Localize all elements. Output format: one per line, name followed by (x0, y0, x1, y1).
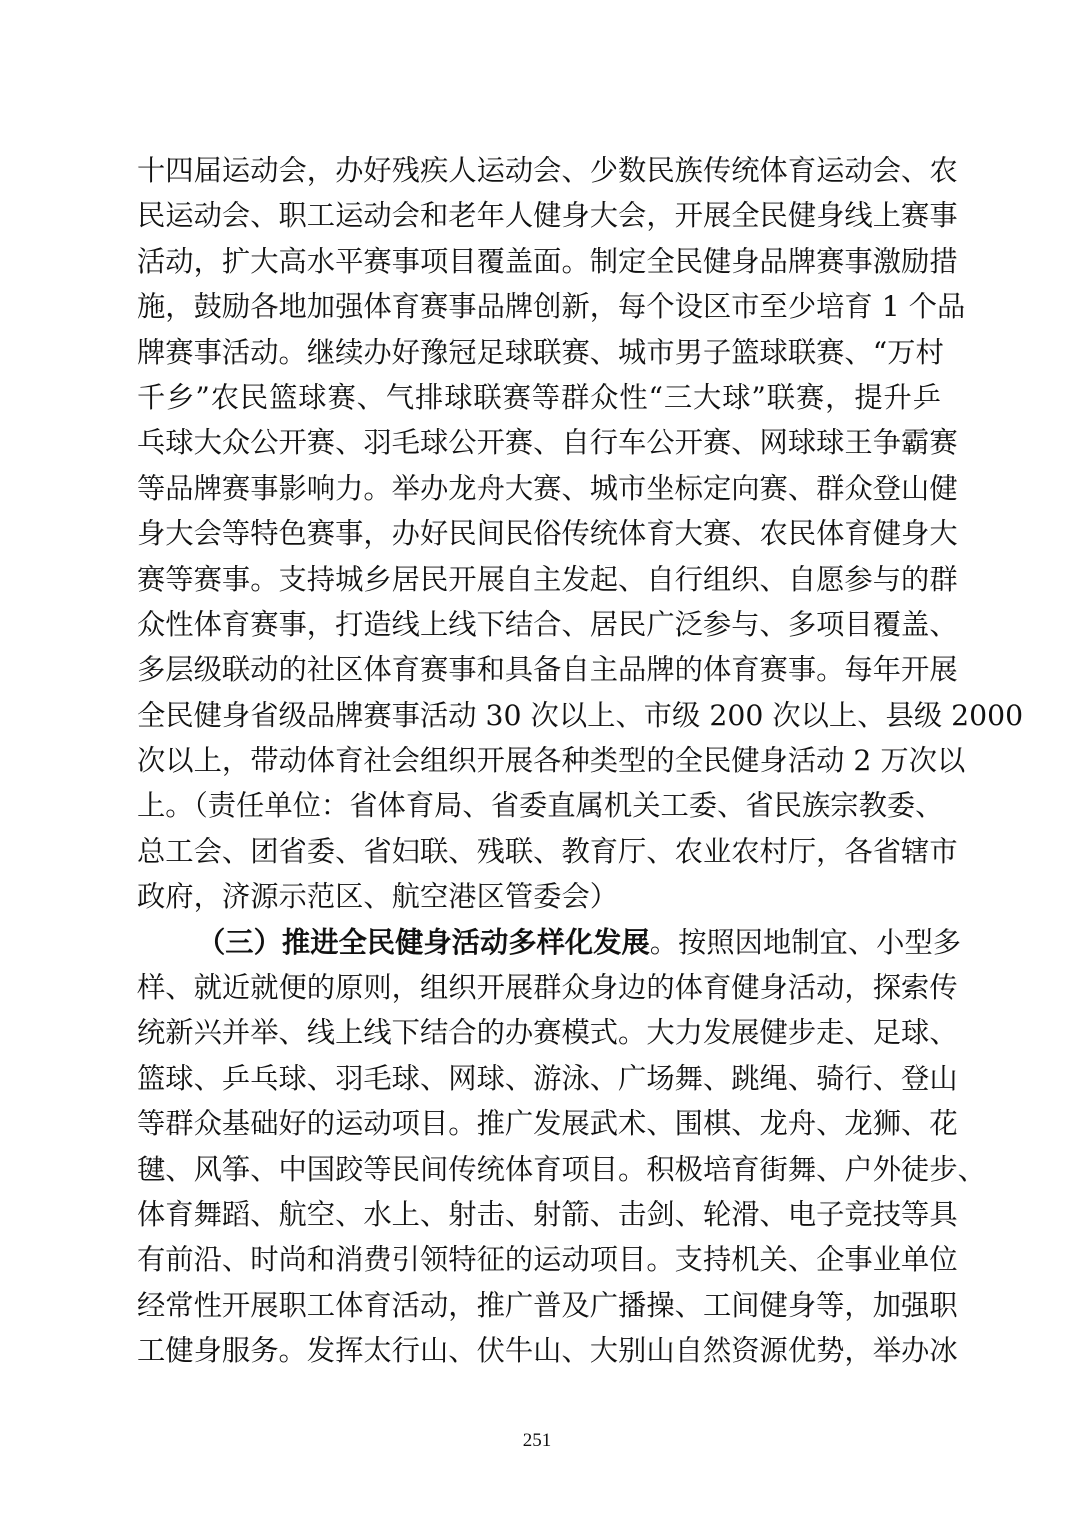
text-line: 牌赛事活动。继续办好豫冠足球联赛、城市男子篮球联赛、“万村 (137, 335, 944, 369)
text-line: 经常性开展职工体育活动，推广普及广播操、工间健身等，加强职 (137, 1288, 958, 1322)
text-line: 十四届运动会，办好残疾人运动会、少数民族传统体育运动会、农 (137, 154, 958, 187)
text-line: 篮球、乒乓球、羽毛球、网球、游泳、广场舞、跳绳、骑行、登山 (137, 1061, 958, 1095)
text-line: 众性体育赛事，打造线上线下结合、居民广泛参与、多项目覆盖、 (137, 607, 958, 641)
section-first-line-text: 。按照因地制宜、小型多 (649, 925, 962, 959)
text-line: 政府，济源示范区、航空港区管委会） (137, 880, 619, 914)
text-line: 有前沿、时尚和消费引领特征的运动项目。支持机关、企事业单位 (137, 1243, 958, 1277)
page-number: 251 (522, 1430, 552, 1451)
text-line: 身大会等特色赛事，办好民间民俗传统体育大赛、农民体育健身大 (137, 517, 958, 551)
text-line: 总工会、团省委、省妇联、残联、教育厅、农业农村厅，各省辖市 (137, 834, 958, 868)
text-line: 千乡”农民篮球赛、气排球联赛等群众性“三大球”联赛，提升乒 (137, 380, 941, 414)
text-line: 民运动会、职工运动会和老年人健身大会，开展全民健身线上赛事 (137, 199, 958, 233)
text-line: 工健身服务。发挥太行山、伏牛山、大别山自然资源优势，举办冰 (137, 1334, 958, 1368)
section-first-line (137, 920, 962, 965)
text-line: 乓球大众公开赛、羽毛球公开赛、自行车公开赛、网球球王争霸赛 (137, 426, 958, 460)
text-line: 体育舞蹈、航空、水上、射击、射箭、击剑、轮滑、电子竞技等具 (137, 1197, 958, 1231)
text-line: 全民健身省级品牌赛事活动 30 次以上、市级 200 次以上、县级 2000 (137, 698, 1024, 732)
text-line: 上。（责任单位：省体育局、省委直属机关工委、省民族宗教委、 (137, 789, 944, 823)
text-line: 多层级联动的社区体育赛事和具备自主品牌的体育赛事。每年开展 (137, 653, 958, 687)
text-line: 统新兴并举、线上线下结合的办赛模式。大力发展健步走、足球、 (137, 1016, 958, 1050)
text-line: 等品牌赛事影响力。举办龙舟大赛、城市坐标定向赛、群众登山健 (137, 471, 958, 505)
text-line: 赛等赛事。支持城乡居民开展自主发起、自行组织、自愿参与的群 (137, 562, 958, 596)
text-line: 等群众基础好的运动项目。推广发展武术、围棋、龙舟、龙狮、花 (137, 1107, 958, 1141)
text-line: 毽、风筝、中国跤等民间传统体育项目。积极培育街舞、户外徒步、 (137, 1152, 986, 1186)
text-line: 活动，扩大高水平赛事项目覆盖面。制定全民健身品牌赛事激励措 (137, 244, 958, 278)
text-line: 样、就近就便的原则，组织开展群众身边的体育健身活动，探索传 (137, 971, 958, 1005)
text-line: 施，鼓励各地加强体育赛事品牌创新，每个设区市至少培育 1 个品 (137, 290, 966, 324)
section-heading: （三）推进全民健身活动多样化发展 (197, 924, 650, 959)
text-line: 次以上，带动体育社会组织开展各种类型的全民健身活动 2 万次以 (137, 744, 966, 778)
body-text (137, 148, 1024, 1374)
